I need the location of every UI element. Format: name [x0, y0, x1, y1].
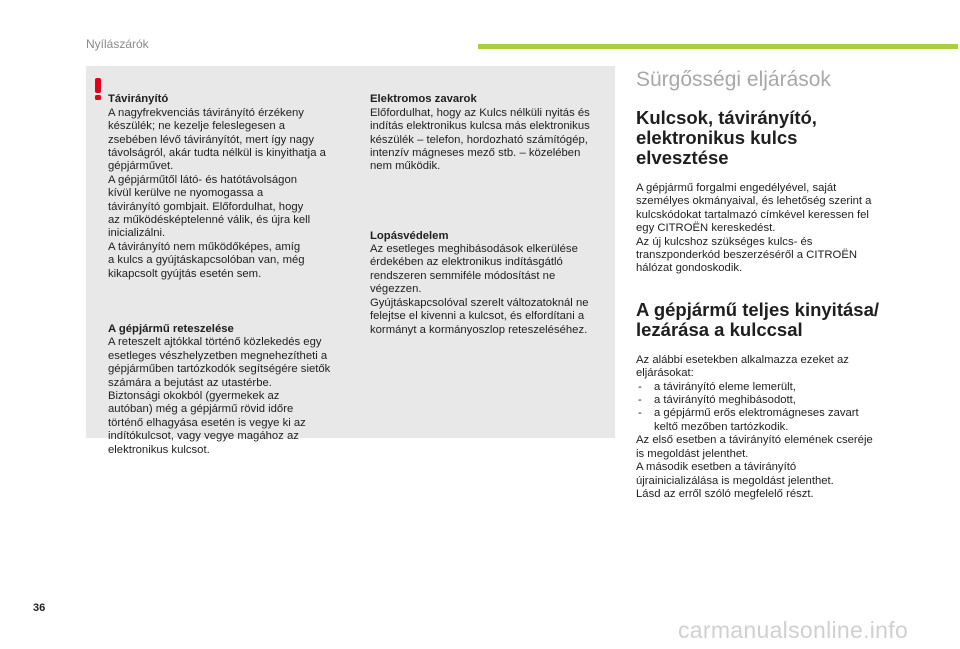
paragraph-heading: Lopásvédelem [370, 229, 449, 242]
paragraph-heading: Elektromos zavarok [370, 93, 477, 106]
list-item: - a gépjármű erős elektromágneses zavart keltő mezőben tartózkodik. [636, 407, 896, 434]
warning-paragraph [370, 80, 610, 187]
list-item: - a távirányító meghibásodott, [636, 394, 896, 407]
warning-column-1 [108, 80, 353, 485]
paragraph-text: Az esetleges meghibásodások elkerülése érdekében az elektronikus indításgátló rendszeren semmiféle módosítást ne végezzen. Gyújtáskapcsolóval szerelt változatoknál ne felejtse el kivenni a kulcsot, és elfordítani a kormányt a kormányoszlop reteszeléséhez. [370, 243, 589, 336]
subsection-outro: Az első esetben a távirányító elemének cseréje is megoldást jelenthet. A második esetben a távirányító újrainicializálása is megoldást jelenthet. Lásd az erről szóló megfelelő részt. [636, 434, 873, 500]
warning-paragraph [370, 216, 610, 350]
warning-paragraph [108, 80, 353, 295]
section-header: Nyílászárók [86, 37, 149, 51]
subsection-title: Kulcsok, távirányító, elektronikus kulcs elvesztése [636, 107, 817, 168]
page-number: 36 [33, 602, 46, 614]
subsection-title: A gépjármű teljes kinyitása/ lezárása a kulccsal [636, 298, 879, 340]
subsection-intro: Az alábbi esetekben alkalmazza ezeket az eljárásokat: [636, 353, 849, 380]
subsection-text: A gépjármű forgalmi engedélyével, saját személyes okmányaival, és lehetőség szerint a kulcskódokat tartalmazó címkével keressen fel egy CITROËN kereskedést. Az új kulcshoz szükséges kulcs- és transzponderkód beszerzéséről a CITROËN hálózat gondoskodik. [636, 182, 872, 275]
paragraph-text: A nagyfrekvenciás távirányító érzékeny készülék; ne kezelje feleslegesen a zsebében lévő távirányítót, mert így nagy távolságról, akár tudta nélkül is kinyithatja a gépjárművet. A gépjárműtől látó- és hatótávolságon kívül kerülve ne nyomogassa a távirányító gombjait. Előfordulhat, hogy az működésképtelenné válik, és újra kell inicializálni. A távirányító nem működőképes, amíg a kulcs a gyújtáskapcsolóban van, még kikapcsolt gyújtás esetén sem. [108, 106, 326, 280]
paragraph-heading: A gépjármű reteszelése [108, 322, 234, 335]
header-accent-bar [478, 44, 958, 49]
cases-list [636, 381, 896, 435]
section-title: Sürgősségi eljárások [636, 68, 831, 91]
warning-column-2 [370, 80, 610, 365]
paragraph-heading: Távirányító [108, 93, 169, 106]
warning-paragraph [108, 310, 353, 471]
watermark: carmanualsonline.info [678, 617, 909, 643]
procedures-column [636, 68, 896, 501]
paragraph-text: Előfordulhat, hogy az Kulcs nélküli nyitás és indítás elektronikus kulcsa más elektronikus készülék – telefon, hordozható számítógép, intenzív mágneses mező stb. – közelében nem működik. [370, 106, 590, 173]
list-item: - a távirányító eleme lemerült, [636, 381, 896, 394]
paragraph-text: A reteszelt ajtókkal történő közlekedés egy esetleges vészhelyzetben megnehezítheti a gépjárműben tartózkodók segítségére sietők számára a bejutást az utastérbe. Biztonsági okokból (gyermekek az autóban) még a gépjármű rövid időre történő elhagyása esetén is vegye ki az indítókulcsot, vagy vegye magához az elektronikus kulcsot. [108, 336, 331, 456]
exclamation-icon [92, 77, 104, 101]
